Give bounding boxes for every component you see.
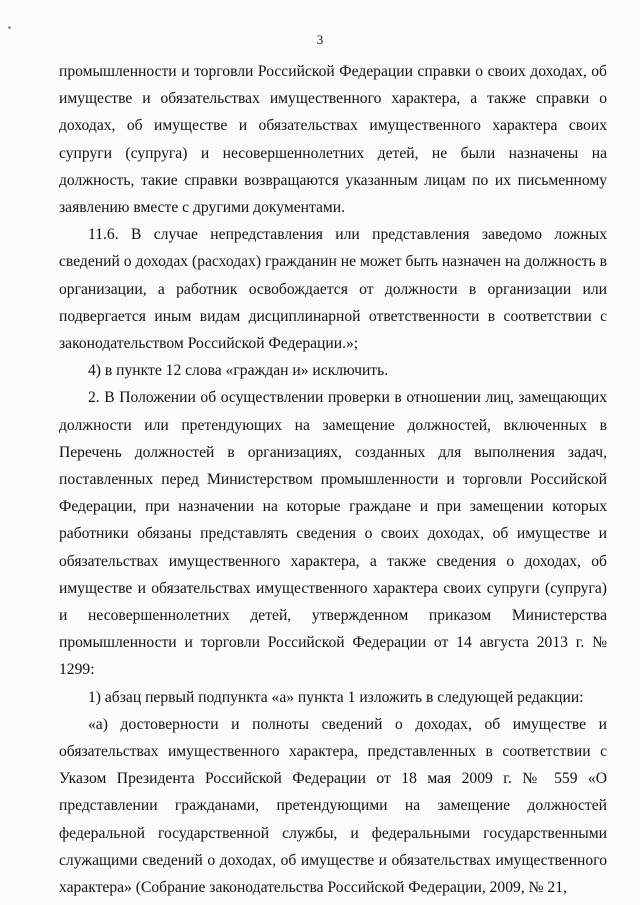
paragraph-continuation: промышленности и торговли Российской Федерации справки о своих доходах, об имуществе и обязательствах имущественного характера, а также справки о доходах, об имуществе и обязательствах имущественного характера своих супруги (супруга) и несовершеннолетних детей, не были назначены на должность, такие справки возвращаются указанным лицам по их письменному заявлению вместе с другими документами. — [59, 63, 607, 217]
scan-speck — [8, 26, 11, 29]
paragraph-11-6: 11.6. В случае непредставления или представления заведомо ложных сведений о доходах (расходах) гражданин не может быть назначен на должность в организации, а работник освобождается от должности в организации или подвергается иным видам дисциплинарной ответственности в соответствии с законодательством Российской Федерации.»; — [59, 226, 607, 353]
document-body — [59, 58, 607, 901]
paragraph-subitem-a: «а) достоверности и полноты сведений о доходах, об имуществе и обязательствах имущественного характера, представленных в соответствии с Указом Президента Российской Федерации от 18 мая 2009 г. № 559 «О представлении гражданами, претендующими на замещение должностей федеральной государственной службы, и федеральными государственными служащими сведений о доходах, об имуществе и обязательствах имущественного характера» (Собрание законодательства Российской Федерации, 2009, № 21, — [59, 715, 607, 897]
paragraph-section-2: 2. В Положении об осуществлении проверки в отношении лиц, замещающих должности или претендующих на замещение должностей, включенных в Перечень должностей в организациях, созданных для выполнения задач, поставленных перед Министерством промышленности и торговли Российской Федерации, при назначении на которые граждане и при замещении которых работники обязаны представлять сведения о своих доходах, об имуществе и обязательствах имущественного характера, а также сведения о доходах, об имуществе и обязательствах имущественного характера своих супруги (супруга) и несовершеннолетних детей, утвержденном приказом Министерства промышленности и торговли Российской Федерации от 14 августа 2013 г. № 1299: — [59, 389, 607, 679]
paragraph-item-1: 1) абзац первый подпункта «а» пункта 1 изложить в следующей редакции: — [88, 688, 584, 706]
paragraph-item-4: 4) в пункте 12 слова «граждан и» исключить. — [88, 362, 389, 380]
page-number: 3 — [316, 32, 324, 47]
